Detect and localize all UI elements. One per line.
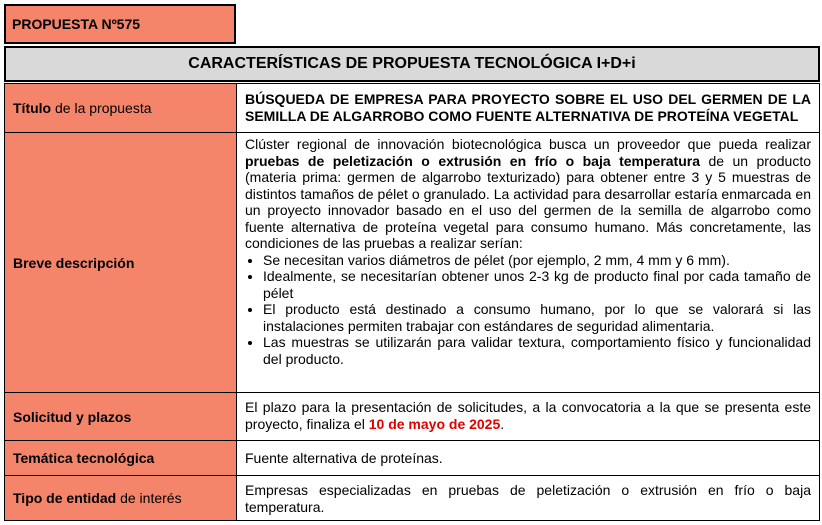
- title-label-cell: [4, 83, 237, 133]
- bullet-item: • Idealmente, se necesitarían obtener unos 2-3 kg de producto final por cada tamaño de pélet: [263, 268, 811, 301]
- theme-value: Fuente alternativa de proteínas.: [245, 449, 443, 466]
- entity-value: Empresas especializadas en pruebas de peletización o extrusión en frío o baja temperatura.: [245, 482, 811, 515]
- bullet-item: • Se necesitan varios diámetros de pélet (por ejemplo, 2 mm, 4 mm y 6 mm).: [263, 252, 811, 269]
- entity-label-cell: [4, 475, 237, 521]
- description-value-cell: [236, 132, 820, 393]
- theme-value-cell: [236, 440, 820, 476]
- title-value-cell: [236, 83, 820, 133]
- title-label: Título de la propuesta: [13, 100, 152, 116]
- description-bullets: [245, 252, 811, 368]
- bullet-item: • Las muestras se utilizarán para validar textura, comportamiento físico y funcionalidad del producto.: [263, 334, 811, 367]
- section-header: [4, 46, 820, 82]
- proposal-number-text: PROPUESTA Nº575: [12, 16, 141, 32]
- description-label-cell: [4, 132, 237, 393]
- deadline-label-cell: [4, 392, 237, 441]
- theme-label-cell: [4, 440, 237, 476]
- entity-value-cell: [236, 475, 820, 521]
- section-header-text: CARACTERÍSTICAS DE PROPUESTA TECNOLÓGICA I+D+i: [188, 55, 636, 72]
- proposal-number: [4, 4, 236, 44]
- deadline-date: 10 de mayo de 2025: [368, 415, 501, 432]
- description-paragraph: Clúster regional de innovación biotecnológica busca un proveedor que pueda realizar pruebas de peletización o extrusión en frío o baja temperatura de un producto (materia prima: germen de algarrobo texturizado) para obtener entre 3 y 5 muestras de distintos tamaños de pélet o granulado. La actividad para desarrollar estaría enmarcada en un proyecto innovador basado en el uso del germen de la semilla de algarrobo como fuente alternativa de proteína vegetal para consumo humano. Más concretamente, las condiciones de las pruebas a realizar serían:: [245, 136, 812, 251]
- deadline-label: Solicitud y plazos: [13, 408, 132, 425]
- description-label: Breve descripción: [13, 254, 135, 271]
- proposal-title: BÚSQUEDA DE EMPRESA PARA PROYECTO SOBRE EL USO DEL GERMEN DE LA SEMILLA DE ALGARROBO COMO FUENTE ALTERNATIVA DE PROTEÍNA VEGETAL: [245, 91, 811, 124]
- bullet-item: • El producto está destinado a consumo humano, por lo que se valorará si las instalaciones permiten trabajar con estándares de seguridad alimentaria.: [263, 301, 811, 334]
- entity-label: Tipo de entidad de interés: [13, 490, 182, 506]
- theme-label: Temática tecnológica: [13, 450, 155, 466]
- deadline-value-cell: [236, 392, 820, 441]
- deadline-text: El plazo para la presentación de solicitudes, a la convocatoria a la que se presenta este proyecto, finaliza el 10 de mayo de 2025.: [245, 399, 811, 432]
